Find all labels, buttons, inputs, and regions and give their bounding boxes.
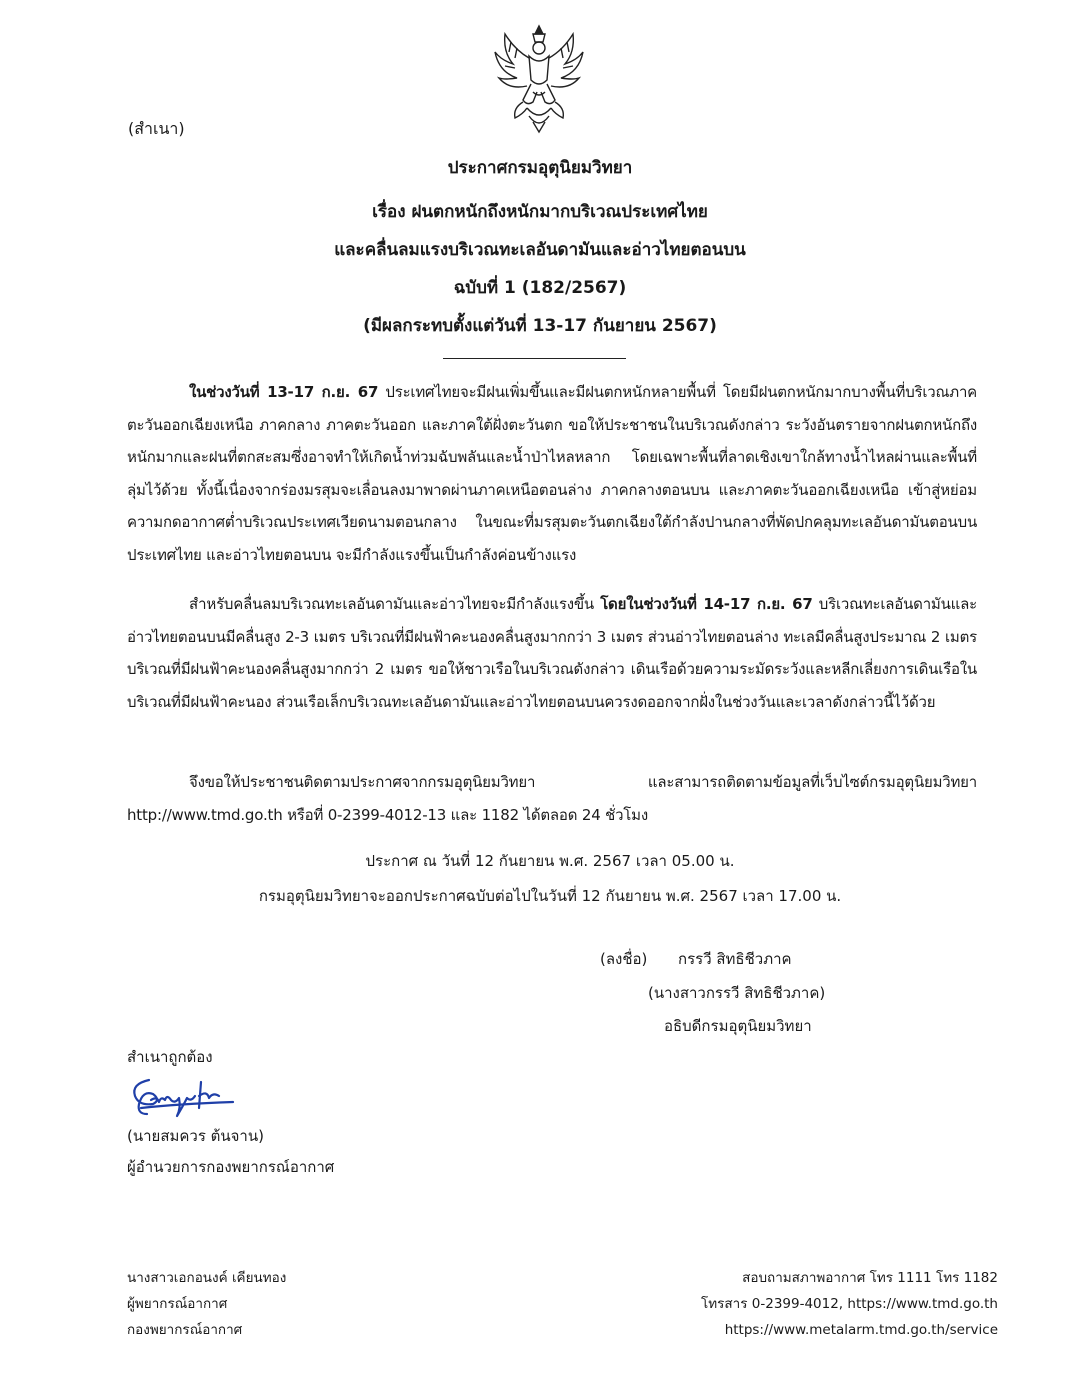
footer-contact-service-url: https://www.metalarm.tmd.go.th/service: [724, 1322, 998, 1338]
footer-forecaster-name: นางสาวเอกอนงค์ เคียนทอง: [127, 1270, 287, 1286]
effective-period: (มีผลกระทบตั้งแต่วันที่ 13-17 กันยายน 2567): [363, 316, 717, 336]
signed-name: กรรวี สิทธิชีวภาค: [678, 950, 792, 968]
subject-line-1: เรื่อง ฝนตกหนักถึงหนักมากบริเวณประเทศไทย: [372, 202, 708, 222]
signatory-position: อธิบดีกรมอุตุนิยมวิทยา: [664, 1017, 812, 1035]
paragraph-rain: [127, 376, 977, 571]
handwritten-signature: [127, 1074, 239, 1120]
org-title: ประกาศกรมอุตุนิยมวิทยา: [447, 158, 633, 178]
issued-date: ประกาศ ณ วันที่ 12 กันยายน พ.ศ. 2567 เวลา 05.00 น.: [365, 852, 735, 870]
footer-contact-phone: สอบถามสภาพอากาศ โทร 1111 โทร 1182: [742, 1270, 998, 1286]
certified-label: สำเนาถูกต้อง: [127, 1048, 213, 1066]
issue-number: ฉบับที่ 1 (182/2567): [453, 278, 627, 298]
footer-contact-fax: โทรสาร 0-2399-4012, https://www.tmd.go.th: [701, 1296, 998, 1312]
next-issue-date: กรมอุตุนิยมวิทยาจะออกประกาศฉบับต่อไปในวันที่ 12 กันยายน พ.ศ. 2567 เวลา 17.00 น.: [258, 887, 842, 905]
footer-forecaster-role: ผู้พยากรณ์อากาศ: [127, 1296, 228, 1312]
paragraph-rain-text: ประเทศไทยจะมีฝนเพิ่มขึ้นและมีฝนตกหนักหลายพื้นที่ โดยมีฝนตกหนักมากบางพื้นที่บริเวณภาคตะวันออกเฉียงเหนือ ภาคกลาง ภาคตะวันออก และภาคใต้ฝั่งตะวันตก ขอให้ประชาชนในบริเวณดังกล่าว ระวังอันตรายจากฝนตกหนักถึงหนักมากและฝนที่ตกสะสมซึ่งอาจทำให้เกิดน้ำท่วมฉับพลันและน้ำป่าไหลหลาก โดยเฉพาะพื้นที่ลาดเชิงเขาใกล้ทางน้ำไหลผ่านและพื้นที่ลุ่มไว้ด้วย ทั้งนี้เนื่องจากร่องมรสุมจะเลื่อนลงมาพาดผ่านภาคเหนือตอนล่าง ภาคกลางตอนบน และภาคตะวันออกเฉียงเหนือ เข้าสู่หย่อมความกดอากาศต่ำบริเวณประเทศเวียดนามตอนกลาง ในขณะที่มรสุมตะวันตกเฉียงใต้กำลังปานกลางที่พัดปกคลุมทะเลอันดามันตอนบน ประเทศไทย และอ่าวไทยตอนบน จะมีกำลังแรงขึ้นเป็นกำลังค่อนข้างแรง: [127, 383, 977, 564]
paragraph-waves-text-b: บริเวณทะเลอันดามันและอ่าวไทยตอนบนมีคลื่นสูง 2-3 เมตร บริเวณที่มีฝนฟ้าคะนองคลื่นสูงมากกว่า 3 เมตร ส่วนอ่าวไทยตอนล่าง ทะเลมีคลื่นสูงประมาณ 2 เมตร บริเวณที่มีฝนฟ้าคะนองคลื่นสูงมากกว่า 2 เมตร ขอให้ชาวเรือในบริเวณดังกล่าว เดินเรือด้วยความระมัดระวังและหลีกเลี่ยงการเดินเรือในบริเวณที่มีฝนฟ้าคะนอง ส่วนเรือเล็กบริเวณทะเลอันดามันและอ่าวไทยตอนบนควรงดออกจากฝั่งในช่วงวันและเวลาดังกล่าวนี้ไว้ด้วย: [127, 595, 977, 711]
footer-forecaster-division: กองพยากรณ์อากาศ: [127, 1322, 243, 1338]
subject-line-2: และคลื่นลมแรงบริเวณทะเลอันดามันและอ่าวไทยตอนบน: [334, 240, 746, 260]
signatory-full-name: (นางสาวกรรวี สิทธิชีวภาค): [648, 984, 826, 1002]
copy-mark: (สำเนา): [128, 119, 185, 138]
certified-name: (นายสมควร ต้นจาน): [127, 1127, 264, 1145]
certified-position: ผู้อำนวยการกองพยากรณ์อากาศ: [127, 1158, 335, 1176]
footer-forecaster: [127, 1265, 286, 1343]
paragraph-waves-text-a: สำหรับคลื่นลมบริเวณทะเลอันดามันและอ่าวไทยจะมีกำลังแรงขึ้น: [189, 595, 601, 613]
signed-label: (ลงชื่อ): [600, 950, 648, 968]
paragraph-rain-lead: ในช่วงวันที่ 13-17 ก.ย. 67: [189, 383, 379, 401]
paragraph-follow-up: [127, 766, 977, 831]
paragraph-waves: [127, 588, 977, 718]
title-divider: [443, 358, 626, 359]
garuda-emblem: [493, 22, 585, 134]
paragraph-waves-lead: โดยในช่วงวันที่ 14-17 ก.ย. 67: [600, 595, 813, 613]
paragraph-follow-up-text: จึงขอให้ประชาชนติดตามประกาศจากกรมอุตุนิยมวิทยา และสามารถติดตามข้อมูลที่เว็บไซต์กรมอุตุนิยมวิทยา http://www.tmd.go.th หรือที่ 0-2399-4012-13 และ 1182 ได้ตลอด 24 ชั่วโมง: [127, 773, 977, 824]
footer-contact: [701, 1265, 998, 1343]
